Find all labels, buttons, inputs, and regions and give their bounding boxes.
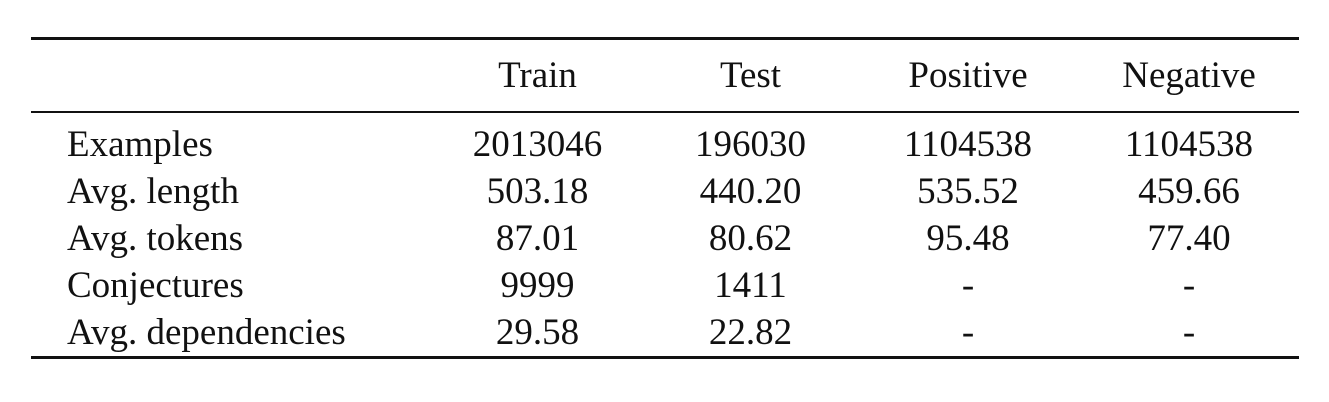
header-negative: Negative: [1122, 55, 1256, 96]
cell-train: 9999: [500, 265, 575, 306]
table-row-conjectures: [31, 262, 1299, 309]
cell-train: 87.01: [495, 218, 580, 259]
cell-negative: -: [1182, 312, 1196, 353]
cell-test: 80.62: [708, 218, 793, 259]
table-row-avg-dependencies: [31, 309, 1299, 356]
stats-table-grid: [31, 40, 1299, 111]
row-label: Avg. tokens: [67, 218, 244, 259]
bottom-rule: [31, 356, 1299, 359]
cell-positive: 535.52: [917, 171, 1019, 212]
cell-train: 503.18: [486, 171, 589, 212]
statistics-table: [31, 37, 1299, 359]
cell-test: 196030: [695, 124, 806, 165]
cell-positive: -: [961, 312, 975, 353]
row-label: Conjectures: [67, 265, 244, 306]
table-row-avg-tokens: [31, 215, 1299, 262]
row-label: Avg. length: [67, 171, 239, 212]
header-empty: [31, 40, 431, 111]
table-row-examples: [31, 113, 1299, 168]
header-train: Train: [498, 55, 577, 96]
cell-negative: 77.40: [1147, 218, 1231, 259]
cell-positive: 95.48: [926, 218, 1010, 259]
cell-test: 440.20: [699, 171, 802, 212]
cell-negative: -: [1182, 265, 1196, 306]
header-row: [31, 40, 1299, 111]
header-test: Test: [719, 55, 782, 96]
row-label: Examples: [67, 124, 213, 165]
stats-table-body: [31, 113, 1299, 356]
row-label: Avg. dependencies: [67, 312, 346, 353]
cell-test: 22.82: [708, 312, 793, 353]
table-row-avg-length: [31, 168, 1299, 215]
cell-train: 2013046: [472, 124, 603, 165]
cell-train: 29.58: [495, 312, 580, 353]
cell-positive: -: [961, 265, 975, 306]
cell-test: 1411: [714, 265, 787, 306]
cell-negative: 1104538: [1124, 124, 1254, 165]
cell-positive: 1104538: [903, 124, 1033, 165]
cell-negative: 459.66: [1138, 171, 1240, 212]
header-positive: Positive: [908, 55, 1028, 96]
